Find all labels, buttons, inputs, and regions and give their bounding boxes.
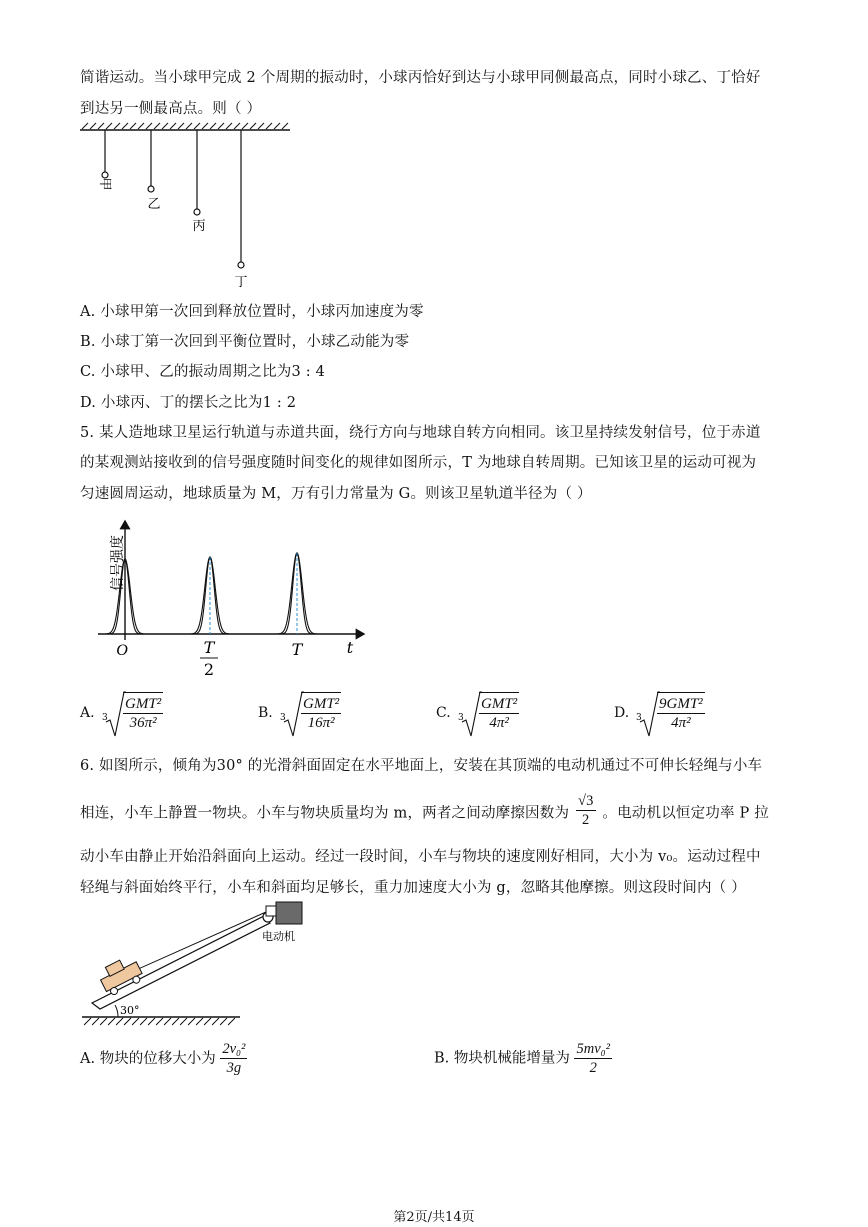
pendulum-ball-yi bbox=[148, 186, 154, 192]
page-footer: 第2页/共14页 bbox=[393, 1210, 475, 1225]
signal-strength-graph bbox=[94, 515, 374, 685]
tick-full-label: T bbox=[291, 640, 303, 659]
x-axis-label: t bbox=[346, 638, 354, 657]
incline-figure bbox=[78, 898, 318, 1030]
q4-option-d: D. 小球丙、丁的摆长之比为1 : 2 bbox=[80, 395, 297, 411]
angle-label: 30° bbox=[120, 1004, 140, 1017]
friction-coefficient-fraction: $\frac{√3}{2}$ bbox=[577, 793, 594, 828]
q4-option-a: A. 小球甲第一次回到释放位置时，小球丙加速度为零 bbox=[80, 304, 424, 320]
q4-text-line-1: 简谐运动。当小球甲完成 2 个周期的振动时，小球丙恰好到达与小球甲同侧最高点，同时小球乙、丁恰好 bbox=[80, 70, 761, 86]
origin-label: O bbox=[116, 642, 128, 659]
svg-text:3: 3 bbox=[280, 713, 286, 723]
q6-text-line-3: 动小车由静止开始沿斜面向上运动。经过一段时间，小车与物块的速度刚好相同，大小为 v₀。运动过程中 bbox=[80, 849, 761, 865]
label-jia: 甲 bbox=[97, 177, 112, 191]
q6-text-line-4: 轻绳与斜面始终平行，小车和斜面均足够长，重力加速度大小为 g，忽略其他摩擦。则这段时间内（ ） bbox=[80, 880, 746, 896]
label-bing: 丙 bbox=[192, 219, 206, 234]
q6-option-b: B. 物块机械能增量为 $\frac{\text{5mv₀²}}{2}$ bbox=[434, 1041, 611, 1076]
label-ding: 丁 bbox=[234, 275, 248, 290]
q5-text-line-1: 5. 某人造地球卫星运行轨道与赤道共面，绕行方向与地球自转方向相同。该卫星持续发射信号，位于赤道 bbox=[80, 425, 761, 441]
motor-box bbox=[276, 902, 302, 924]
label-yi: 乙 bbox=[147, 197, 161, 212]
signal-pulses bbox=[105, 553, 317, 634]
svg-text:3: 3 bbox=[102, 713, 108, 723]
motor-label: 电动机 bbox=[262, 930, 295, 943]
tick-half-den: 2 bbox=[203, 660, 215, 679]
y-axis-label: 信号强度 bbox=[110, 535, 126, 591]
q5-text-line-2: 的某观测站接收到的信号强度随时间变化的规律如图所示，T 为地球自转周期。已知该卫星的运动可视为 bbox=[80, 455, 757, 471]
q5-text-line-3: 匀速圆周运动，地球质量为 M，万有引力常量为 G。则该卫星轨道半径为（ ） bbox=[80, 486, 592, 502]
svg-text:3: 3 bbox=[458, 713, 464, 723]
tick-half-num: T bbox=[203, 638, 215, 657]
q6-option-a: A. 物块的位移大小为 $\frac{\text{2v₀²}}{3g}$ bbox=[80, 1041, 246, 1076]
q4-option-b: B. 小球丁第一次回到平衡位置时，小球乙动能为零 bbox=[80, 334, 410, 350]
q6-text-line-1: 6. 如图所示，倾角为30° 的光滑斜面固定在水平地面上，安装在其顶端的电动机通过不可伸长轻绳与小车 bbox=[80, 758, 763, 774]
pendulum-ball-bing bbox=[194, 209, 200, 215]
pendulum-ball-ding bbox=[238, 262, 244, 268]
q4-option-c: C. 小球甲、乙的振动周期之比为3 : 4 bbox=[80, 364, 326, 380]
rope bbox=[118, 912, 266, 978]
q6-text-line-2: 相连，小车上静置一物块。小车与物块质量均为 m，两者之间动摩擦因数为 $\frac{√3}{2}$ 。电动机以恒定功率 P 拉 bbox=[80, 793, 769, 828]
svg-text:3: 3 bbox=[636, 713, 642, 723]
q4-text-line-2: 到达另一侧最高点。则（ ） bbox=[80, 101, 262, 117]
pendulum-figure bbox=[78, 122, 298, 292]
